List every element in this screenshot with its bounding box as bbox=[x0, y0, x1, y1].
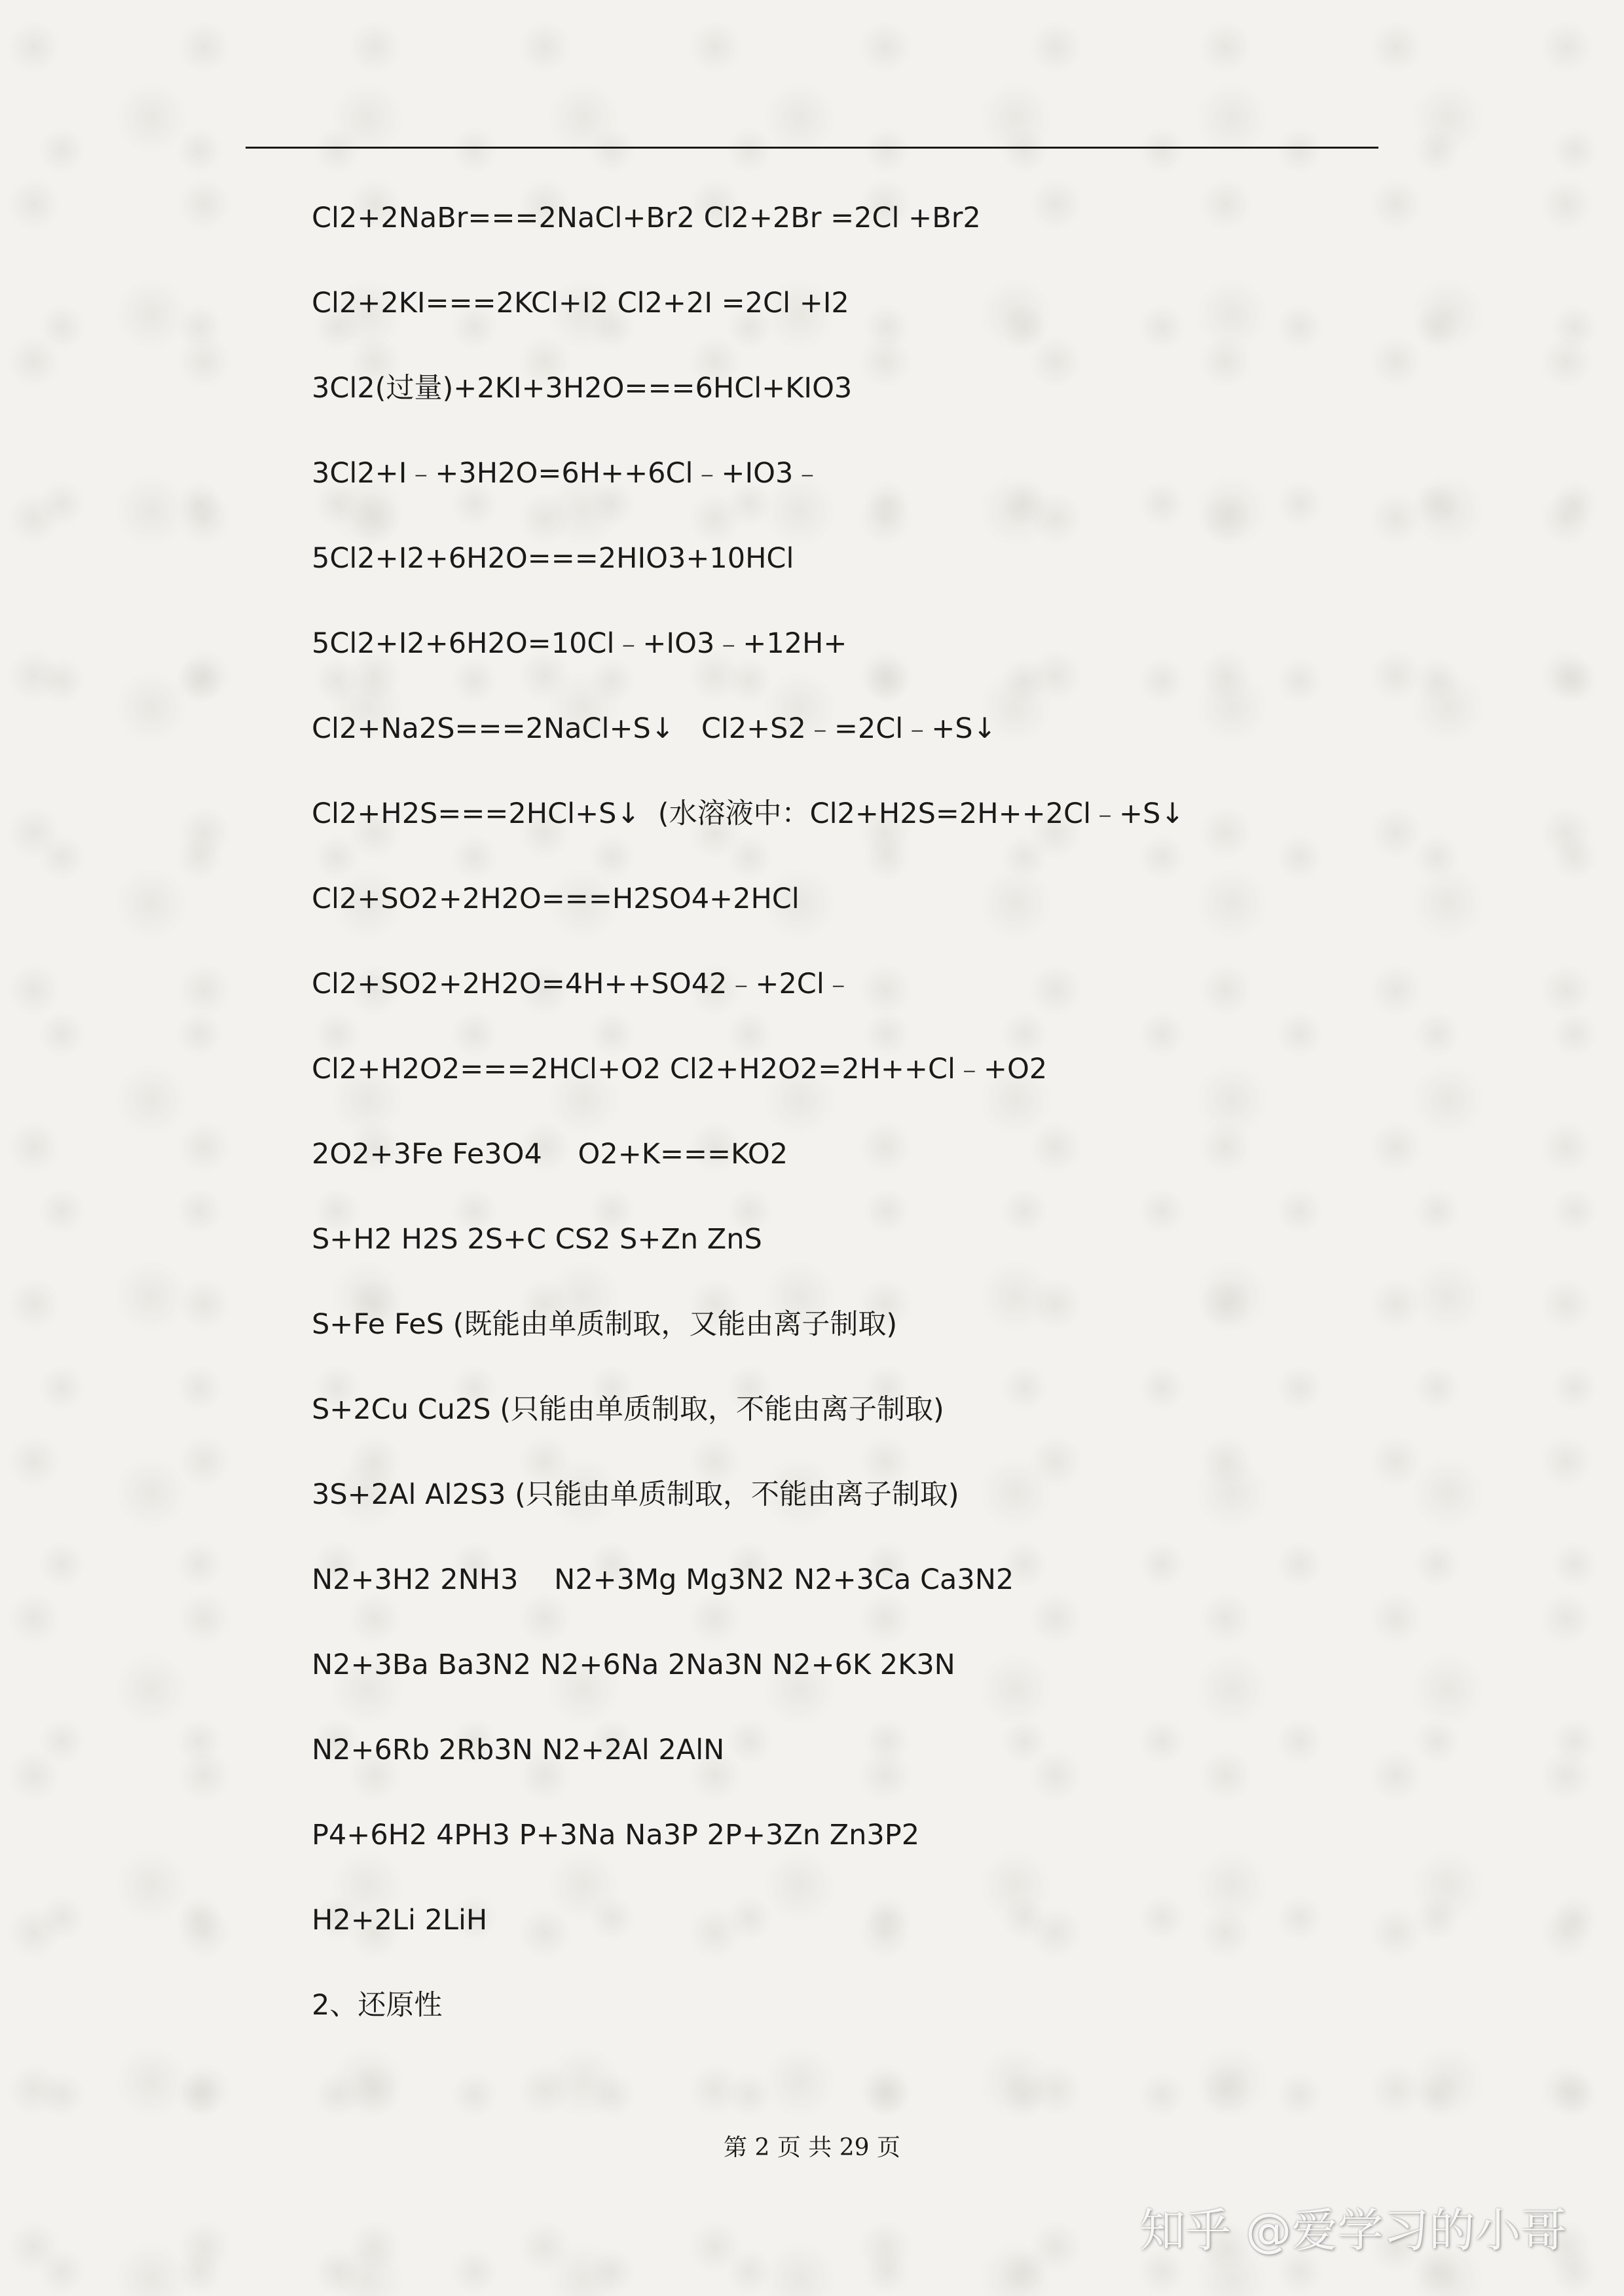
equation-line: 5Cl2+I2+6H2O=10Cl﹣+IO3﹣+12H+ bbox=[312, 627, 847, 660]
equation-line: S+Fe FeS (既能由单质制取，又能由离子制取) bbox=[312, 1308, 898, 1341]
section-heading: 2、还原性 bbox=[312, 1989, 443, 2022]
equation-line: 5Cl2+I2+6H2O===2HIO3+10HCl bbox=[312, 542, 794, 575]
equation-line: Cl2+Na2S===2NaCl+S↓ Cl2+S2﹣=2Cl﹣+S↓ bbox=[312, 712, 997, 745]
equation-line: Cl2+SO2+2H2O===H2SO4+2HCl bbox=[312, 883, 800, 915]
equation-line: 3Cl2+I﹣+3H2O=6H++6Cl﹣+IO3﹣ bbox=[312, 457, 822, 490]
equation-line: Cl2+2KI===2KCl+I2 Cl2+2I =2Cl +I2 bbox=[312, 287, 849, 319]
equation-line: N2+3Ba Ba3N2 N2+6Na 2Na3N N2+6K 2K3N bbox=[312, 1649, 955, 1681]
equation-line: P4+6H2 4PH3 P+3Na Na3P 2P+3Zn Zn3P2 bbox=[312, 1819, 920, 1851]
equation-line: 3S+2Al Al2S3 (只能由单质制取，不能由离子制取) bbox=[312, 1478, 959, 1511]
equation-line: S+2Cu Cu2S (只能由单质制取，不能由离子制取) bbox=[312, 1393, 944, 1426]
header-rule bbox=[246, 147, 1378, 149]
zhihu-watermark: 知乎 @爱学习的小哥 bbox=[1139, 2204, 1567, 2257]
equation-line: Cl2+H2O2===2HCl+O2 Cl2+H2O2=2H++Cl﹣+O2 bbox=[312, 1053, 1048, 1085]
equation-line: 2O2+3Fe Fe3O4 O2+K===KO2 bbox=[312, 1138, 788, 1171]
equation-line: S+H2 H2S 2S+C CS2 S+Zn ZnS bbox=[312, 1223, 762, 1256]
equation-line: Cl2+H2S===2HCl+S↓ (水溶液中：Cl2+H2S=2H++2Cl﹣+S↓ bbox=[312, 797, 1185, 830]
equation-line: N2+3H2 2NH3 N2+3Mg Mg3N2 N2+3Ca Ca3N2 bbox=[312, 1563, 1014, 1596]
equation-line: Cl2+2NaBr===2NaCl+Br2 Cl2+2Br =2Cl +Br2 bbox=[312, 202, 981, 234]
equation-line: N2+6Rb 2Rb3N N2+2Al 2AlN bbox=[312, 1734, 725, 1766]
equation-line: 3Cl2(过量)+2KI+3H2O===6HCl+KIO3 bbox=[312, 372, 853, 405]
page-number-footer: 第 2 页 共 29 页 bbox=[724, 2134, 900, 2161]
equation-line: H2+2Li 2LiH bbox=[312, 1904, 488, 1937]
equation-line: Cl2+SO2+2H2O=4H++SO42﹣+2Cl﹣ bbox=[312, 968, 853, 1000]
